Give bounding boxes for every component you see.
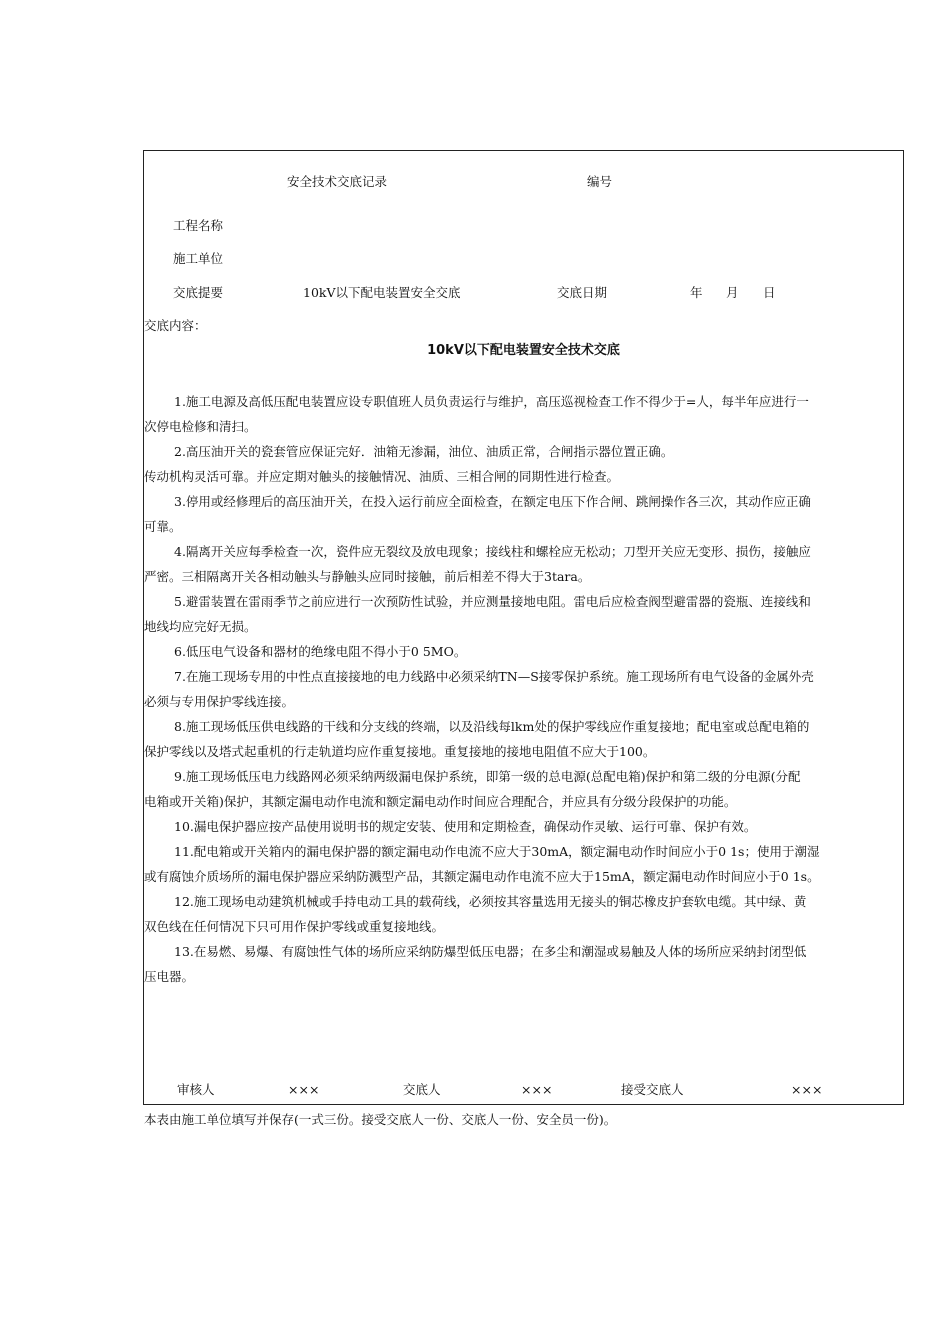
summary-value: 10kV以下配电装置安全交底: [303, 285, 461, 300]
content-line: 10.漏电保护器应按产品使用说明书的规定安装、使用和定期检查，确保动作灵敏、运行可靠、保护有效。: [174, 819, 757, 834]
content-line: 1.施工电源及高低压配电装置应设专职值班人员负责运行与维护，高压巡视检查工作不得少于=人，每半年应进行一: [174, 394, 809, 409]
number-label: 编号: [587, 174, 613, 189]
discloser-label: 交底人: [403, 1082, 441, 1097]
content-line: 保护零线以及塔式起重机的行走轨道均应作重复接地。重复接地的接地电阻值不应大于100。: [144, 744, 656, 759]
content-line: 可靠。: [144, 519, 182, 534]
content-line: 严密。三相隔离开关各相动触头与静触头应同时接触，前后相差不得大于3tara。: [144, 569, 591, 584]
date-month-label: 月: [726, 285, 739, 300]
content-line: 8.施工现场低压供电线路的干线和分支线的终端，以及沿线每lkm处的保护零线应作重复接地；配电室或总配电箱的: [174, 719, 810, 734]
receiver-label: 接受交底人: [621, 1082, 684, 1097]
content-line: 7.在施工现场专用的中性点直接接地的电力线路中必须采纳TN—S接零保护系统。施工现场所有电气设备的金属外壳: [174, 669, 814, 684]
construction-unit-label: 施工单位: [173, 251, 224, 266]
content-line: 或有腐蚀介质场所的漏电保护器应采纳防溅型产品，其额定漏电动作电流不应大于15mA，额定漏电动作时间应小于0 1s。: [144, 869, 820, 884]
content-title: 10kV以下配电装置安全技术交底: [427, 343, 620, 358]
content-line: 电箱或开关箱)保护，其额定漏电动作电流和额定漏电动作时间应合理配合，并应具有分级分段保护的功能。: [144, 794, 737, 809]
content-line: 5.避雷装置在雷雨季节之前应进行一次预防性试验，并应测量接地电阻。雷电后应检查阀型避雷器的瓷瓶、连接线和: [174, 594, 811, 609]
content-line: 压电器。: [144, 969, 195, 984]
content-line: 双色线在任何情况下只可用作保护零线或重复接地线。: [144, 919, 445, 934]
content-line: 2.高压油开关的瓷套管应保证完好．油箱无渗漏，油位、油质正常，合闸指示器位置正确。: [174, 444, 674, 459]
content-line: 11.配电箱或开关箱内的漏电保护器的额定漏电动作电流不应大于30mA，额定漏电动作时间应小于0 1s；使用于潮湿: [174, 844, 820, 859]
reviewer-value: ×××: [288, 1082, 320, 1097]
content-line: 6.低压电气设备和器材的绝缘电阻不得小于0 5MO。: [174, 644, 467, 659]
content-line: 次停电检修和清扫。: [144, 419, 257, 434]
content-line: 地线均应完好无损。: [144, 619, 257, 634]
content-line: 必须与专用保护零线连接。: [144, 694, 295, 709]
date-day-label: 日: [763, 285, 776, 300]
date-label: 交底日期: [557, 285, 608, 300]
content-body: [144, 389, 906, 989]
content-line: 3.停用或经修理后的高压油开关，在投入运行前应全面检查，在额定电压下作合闸、跳闸操作各三次，其动作应正确: [174, 494, 811, 509]
project-name-label: 工程名称: [173, 218, 224, 233]
date-year-label: 年: [690, 285, 703, 300]
content-line: 13.在易燃、易爆、有腐蚀性气体的场所应采纳防爆型低压电器；在多尘和潮湿或易触及人体的场所应采纳封闭型低: [174, 944, 807, 959]
content-line: 9.施工现场低压电力线路网必须采纳两级漏电保护系统，即第一级的总电源(总配电箱)保护和第二级的分电源(分配: [174, 769, 801, 784]
summary-label: 交底提要: [173, 285, 224, 300]
footnote: 本表由施工单位填写并保存(一式三份。接受交底人一份、交底人一份、安全员一份)。: [144, 1112, 617, 1127]
content-line: 12.施工现场电动建筑机械或手持电动工具的载荷线，必须按其容量选用无接头的铜芯橡皮护套软电缆。其中绿、黄: [174, 894, 807, 909]
receiver-value: ×××: [791, 1082, 823, 1097]
discloser-value: ×××: [521, 1082, 553, 1097]
content-label: 交底内容：: [144, 318, 207, 333]
content-line: 传动机构灵活可靠。并应定期对触头的接触情况、油质、三相合闸的同期性进行检查。: [144, 469, 620, 484]
reviewer-label: 审核人: [177, 1082, 215, 1097]
document-title: 安全技术交底记录: [287, 174, 388, 189]
content-line: 4.隔离开关应每季检查一次，瓷件应无裂纹及放电现象；接线柱和螺栓应无松动；刀型开关应无变形、损伤，接触应: [174, 544, 811, 559]
